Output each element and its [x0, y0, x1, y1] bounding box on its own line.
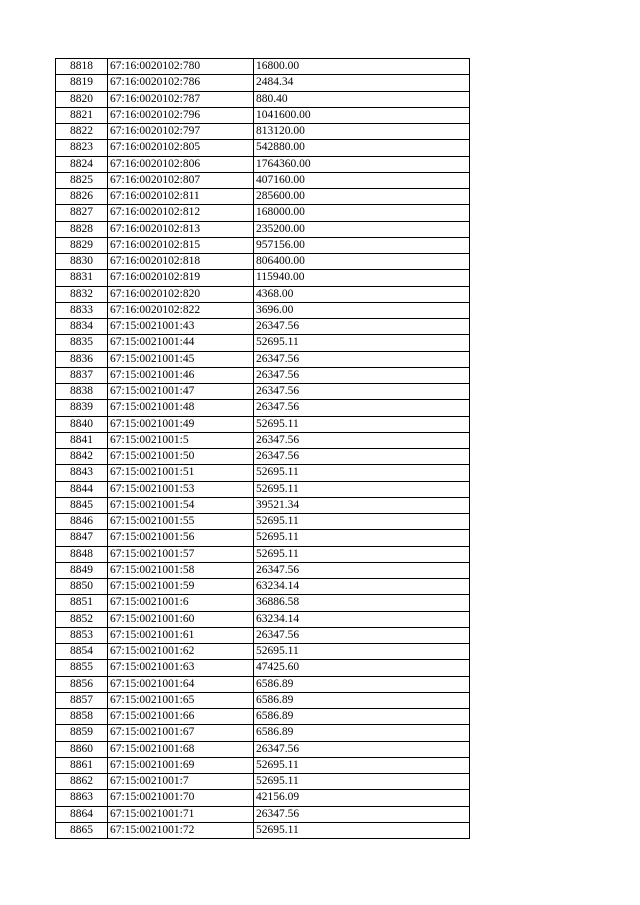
value-cell: 36886.58 [254, 595, 470, 611]
table-row [56, 465, 470, 481]
cadastral-number-cell: 67:16:0020102:815 [108, 237, 254, 253]
row-number-cell: 8840 [56, 416, 108, 432]
cadastral-number-cell: 67:15:0021001:65 [108, 692, 254, 708]
table-row [56, 140, 470, 156]
table-row [56, 237, 470, 253]
value-cell: 1041600.00 [254, 107, 470, 123]
value-cell: 52695.11 [254, 774, 470, 790]
row-number-cell: 8824 [56, 156, 108, 172]
cadastral-number-cell: 67:15:0021001:63 [108, 660, 254, 676]
cadastral-number-cell: 67:15:0021001:45 [108, 351, 254, 367]
value-cell: 6586.89 [254, 676, 470, 692]
value-cell: 26347.56 [254, 351, 470, 367]
value-cell: 1764360.00 [254, 156, 470, 172]
table-row [56, 806, 470, 822]
row-number-cell: 8827 [56, 205, 108, 221]
row-number-cell: 8864 [56, 806, 108, 822]
cadastral-number-cell: 67:15:0021001:66 [108, 709, 254, 725]
cadastral-number-cell: 67:16:0020102:819 [108, 270, 254, 286]
table-row [56, 107, 470, 123]
value-cell: 806400.00 [254, 254, 470, 270]
value-cell: 26347.56 [254, 384, 470, 400]
value-cell: 63234.14 [254, 579, 470, 595]
table-row [56, 725, 470, 741]
row-number-cell: 8837 [56, 367, 108, 383]
row-number-cell: 8851 [56, 595, 108, 611]
row-number-cell: 8822 [56, 124, 108, 140]
table-row [56, 676, 470, 692]
value-cell: 880.40 [254, 91, 470, 107]
cadastral-number-cell: 67:15:0021001:68 [108, 741, 254, 757]
value-cell: 63234.14 [254, 611, 470, 627]
cadastral-number-cell: 67:15:0021001:59 [108, 579, 254, 595]
table-row [56, 156, 470, 172]
value-cell: 52695.11 [254, 530, 470, 546]
value-cell: 52695.11 [254, 757, 470, 773]
table-row [56, 75, 470, 91]
cadastral-number-cell: 67:15:0021001:58 [108, 562, 254, 578]
row-number-cell: 8847 [56, 530, 108, 546]
value-cell: 26347.56 [254, 367, 470, 383]
table-row [56, 254, 470, 270]
row-number-cell: 8828 [56, 221, 108, 237]
cadastral-number-cell: 67:15:0021001:69 [108, 757, 254, 773]
table-row [56, 319, 470, 335]
value-cell: 26347.56 [254, 449, 470, 465]
row-number-cell: 8865 [56, 822, 108, 838]
cadastral-number-cell: 67:15:0021001:44 [108, 335, 254, 351]
table-row [56, 530, 470, 546]
table-row [56, 432, 470, 448]
cadastral-number-cell: 67:15:0021001:62 [108, 644, 254, 660]
value-cell: 2484.34 [254, 75, 470, 91]
cadastral-number-cell: 67:16:0020102:805 [108, 140, 254, 156]
value-cell: 26347.56 [254, 627, 470, 643]
value-cell: 52695.11 [254, 481, 470, 497]
row-number-cell: 8860 [56, 741, 108, 757]
table-row [56, 384, 470, 400]
row-number-cell: 8863 [56, 790, 108, 806]
row-number-cell: 8861 [56, 757, 108, 773]
row-number-cell: 8846 [56, 514, 108, 530]
table-row [56, 692, 470, 708]
value-cell: 52695.11 [254, 416, 470, 432]
value-cell: 52695.11 [254, 335, 470, 351]
row-number-cell: 8854 [56, 644, 108, 660]
row-number-cell: 8825 [56, 172, 108, 188]
value-cell: 285600.00 [254, 189, 470, 205]
row-number-cell: 8830 [56, 254, 108, 270]
row-number-cell: 8844 [56, 481, 108, 497]
row-number-cell: 8856 [56, 676, 108, 692]
table-row [56, 774, 470, 790]
cadastral-number-cell: 67:15:0021001:57 [108, 546, 254, 562]
document-page [55, 58, 469, 839]
cadastral-number-cell: 67:15:0021001:5 [108, 432, 254, 448]
row-number-cell: 8842 [56, 449, 108, 465]
row-number-cell: 8852 [56, 611, 108, 627]
value-cell: 52695.11 [254, 822, 470, 838]
cadastral-number-cell: 67:15:0021001:55 [108, 514, 254, 530]
table-row [56, 709, 470, 725]
table-row [56, 790, 470, 806]
table-row [56, 757, 470, 773]
table-row [56, 481, 470, 497]
table-row [56, 595, 470, 611]
row-number-cell: 8835 [56, 335, 108, 351]
value-cell: 26347.56 [254, 432, 470, 448]
row-number-cell: 8823 [56, 140, 108, 156]
value-cell: 813120.00 [254, 124, 470, 140]
row-number-cell: 8839 [56, 400, 108, 416]
value-cell: 6586.89 [254, 709, 470, 725]
value-cell: 52695.11 [254, 465, 470, 481]
value-cell: 168000.00 [254, 205, 470, 221]
table-row [56, 189, 470, 205]
cadastral-number-cell: 67:16:0020102:780 [108, 59, 254, 75]
cadastral-number-cell: 67:15:0021001:49 [108, 416, 254, 432]
row-number-cell: 8843 [56, 465, 108, 481]
value-cell: 16800.00 [254, 59, 470, 75]
table-row [56, 579, 470, 595]
cadastral-number-cell: 67:15:0021001:51 [108, 465, 254, 481]
table-row [56, 416, 470, 432]
row-number-cell: 8831 [56, 270, 108, 286]
cadastral-number-cell: 67:15:0021001:46 [108, 367, 254, 383]
row-number-cell: 8841 [56, 432, 108, 448]
cadastral-number-cell: 67:16:0020102:818 [108, 254, 254, 270]
table-row [56, 286, 470, 302]
row-number-cell: 8820 [56, 91, 108, 107]
row-number-cell: 8821 [56, 107, 108, 123]
table-row [56, 546, 470, 562]
value-cell: 52695.11 [254, 514, 470, 530]
table-row [56, 400, 470, 416]
table-row [56, 514, 470, 530]
cadastral-number-cell: 67:15:0021001:48 [108, 400, 254, 416]
table-body [56, 59, 470, 839]
row-number-cell: 8862 [56, 774, 108, 790]
value-cell: 52695.11 [254, 546, 470, 562]
row-number-cell: 8833 [56, 302, 108, 318]
row-number-cell: 8850 [56, 579, 108, 595]
cadastral-number-cell: 67:16:0020102:786 [108, 75, 254, 91]
table-row [56, 91, 470, 107]
row-number-cell: 8819 [56, 75, 108, 91]
cadastral-number-cell: 67:15:0021001:72 [108, 822, 254, 838]
value-cell: 26347.56 [254, 562, 470, 578]
cadastral-number-cell: 67:15:0021001:47 [108, 384, 254, 400]
table-row [56, 627, 470, 643]
value-cell: 39521.34 [254, 497, 470, 513]
cadastral-number-cell: 67:16:0020102:787 [108, 91, 254, 107]
value-cell: 26347.56 [254, 400, 470, 416]
table-row [56, 367, 470, 383]
cadastral-number-cell: 67:15:0021001:71 [108, 806, 254, 822]
row-number-cell: 8853 [56, 627, 108, 643]
row-number-cell: 8857 [56, 692, 108, 708]
cadastral-number-cell: 67:15:0021001:43 [108, 319, 254, 335]
cadastral-number-cell: 67:15:0021001:54 [108, 497, 254, 513]
cadastral-number-cell: 67:15:0021001:6 [108, 595, 254, 611]
value-cell: 26347.56 [254, 806, 470, 822]
cadastral-number-cell: 67:16:0020102:813 [108, 221, 254, 237]
cadastral-number-cell: 67:15:0021001:53 [108, 481, 254, 497]
cadastral-number-cell: 67:15:0021001:50 [108, 449, 254, 465]
cadastral-number-cell: 67:15:0021001:67 [108, 725, 254, 741]
value-cell: 115940.00 [254, 270, 470, 286]
cadastral-number-cell: 67:16:0020102:807 [108, 172, 254, 188]
cadastral-number-cell: 67:16:0020102:811 [108, 189, 254, 205]
cadastral-number-cell: 67:16:0020102:822 [108, 302, 254, 318]
value-cell: 42156.09 [254, 790, 470, 806]
table-row [56, 741, 470, 757]
table-row [56, 497, 470, 513]
cadastral-number-cell: 67:15:0021001:64 [108, 676, 254, 692]
table-row [56, 562, 470, 578]
value-cell: 957156.00 [254, 237, 470, 253]
row-number-cell: 8818 [56, 59, 108, 75]
row-number-cell: 8855 [56, 660, 108, 676]
value-cell: 235200.00 [254, 221, 470, 237]
row-number-cell: 8858 [56, 709, 108, 725]
row-number-cell: 8849 [56, 562, 108, 578]
value-cell: 26347.56 [254, 319, 470, 335]
row-number-cell: 8832 [56, 286, 108, 302]
cadastral-number-cell: 67:15:0021001:61 [108, 627, 254, 643]
value-cell: 47425.60 [254, 660, 470, 676]
row-number-cell: 8826 [56, 189, 108, 205]
value-cell: 26347.56 [254, 741, 470, 757]
table-row [56, 644, 470, 660]
cadastral-number-cell: 67:15:0021001:7 [108, 774, 254, 790]
value-cell: 407160.00 [254, 172, 470, 188]
cadastral-number-cell: 67:16:0020102:820 [108, 286, 254, 302]
table-row [56, 302, 470, 318]
value-cell: 3696.00 [254, 302, 470, 318]
row-number-cell: 8834 [56, 319, 108, 335]
table-row [56, 351, 470, 367]
table-row [56, 172, 470, 188]
table-row [56, 660, 470, 676]
value-cell: 542880.00 [254, 140, 470, 156]
row-number-cell: 8838 [56, 384, 108, 400]
table-row [56, 822, 470, 838]
cadastral-number-cell: 67:16:0020102:796 [108, 107, 254, 123]
table-row [56, 221, 470, 237]
table-row [56, 335, 470, 351]
row-number-cell: 8859 [56, 725, 108, 741]
table-row [56, 611, 470, 627]
value-cell: 52695.11 [254, 644, 470, 660]
row-number-cell: 8836 [56, 351, 108, 367]
table-row [56, 449, 470, 465]
table-row [56, 270, 470, 286]
table-row [56, 205, 470, 221]
row-number-cell: 8829 [56, 237, 108, 253]
row-number-cell: 8848 [56, 546, 108, 562]
cadastral-number-cell: 67:16:0020102:806 [108, 156, 254, 172]
value-cell: 6586.89 [254, 725, 470, 741]
value-cell: 4368.00 [254, 286, 470, 302]
cadastral-number-cell: 67:16:0020102:812 [108, 205, 254, 221]
row-number-cell: 8845 [56, 497, 108, 513]
cadastral-number-cell: 67:15:0021001:56 [108, 530, 254, 546]
table-row [56, 124, 470, 140]
value-cell: 6586.89 [254, 692, 470, 708]
cadastral-number-cell: 67:16:0020102:797 [108, 124, 254, 140]
table-row [56, 59, 470, 75]
cadastral-number-cell: 67:15:0021001:70 [108, 790, 254, 806]
cadastral-number-cell: 67:15:0021001:60 [108, 611, 254, 627]
data-table [55, 58, 470, 839]
